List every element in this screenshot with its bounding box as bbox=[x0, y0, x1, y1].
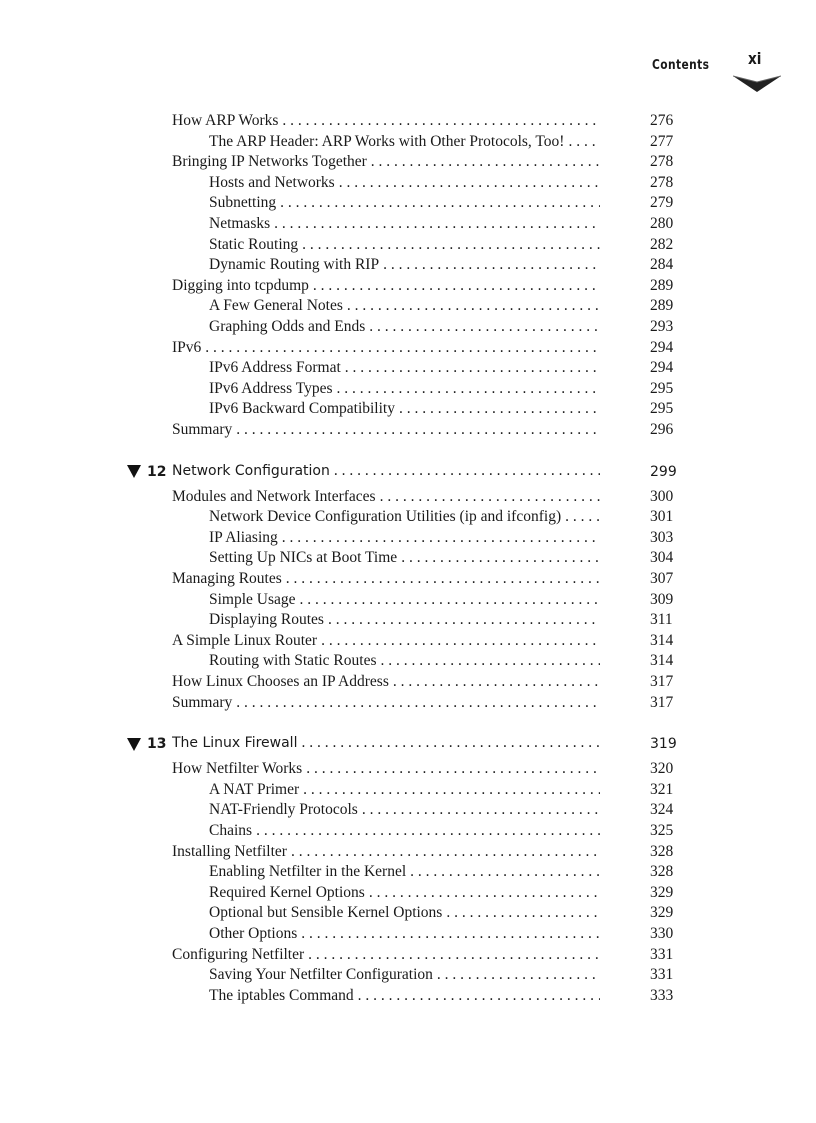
running-header-label: Contents bbox=[652, 58, 710, 73]
toc-entry-page-number: 314 bbox=[650, 631, 674, 649]
toc-entry-title: Digging into tcpdump bbox=[172, 276, 309, 294]
toc-entry-page-number: 314 bbox=[650, 652, 674, 670]
triangle-bullet-icon bbox=[127, 465, 141, 478]
toc-entry-title: IPv6 Backward Compatibility bbox=[209, 400, 395, 418]
toc-entry-title: A NAT Primer bbox=[209, 780, 300, 798]
toc-entry[interactable] bbox=[172, 694, 600, 715]
toc-chapter-entry[interactable] bbox=[172, 734, 600, 755]
dot-leader bbox=[287, 843, 600, 861]
dot-leader bbox=[317, 632, 600, 650]
toc-entry-title: Chains bbox=[209, 822, 253, 839]
dot-leader bbox=[324, 611, 600, 629]
toc-entry-title: Netmasks bbox=[209, 215, 271, 232]
dot-leader bbox=[365, 318, 600, 336]
toc-entry-title: Simple Usage bbox=[209, 590, 296, 608]
toc-entry[interactable] bbox=[209, 966, 600, 987]
dot-leader bbox=[354, 987, 600, 1005]
toc-entry-page-number: 294 bbox=[650, 359, 674, 377]
dot-leader bbox=[343, 297, 600, 315]
dot-leader bbox=[299, 781, 600, 799]
toc-entry-title: IPv6 bbox=[172, 338, 202, 356]
toc-entry[interactable] bbox=[209, 297, 600, 318]
toc-entry-page-number: 317 bbox=[650, 673, 674, 690]
toc-entry-page-number: 301 bbox=[650, 508, 674, 526]
toc-entry-title: Other Options bbox=[209, 925, 298, 942]
toc-entry[interactable] bbox=[209, 380, 600, 401]
toc-entry-title: Graphing Odds and Ends bbox=[209, 318, 366, 335]
toc-entry-page-number: 328 bbox=[650, 863, 674, 881]
toc-chapter-entry[interactable] bbox=[172, 462, 600, 483]
toc-entry-page-number: 328 bbox=[650, 842, 674, 860]
toc-entry-title: Setting Up NICs at Boot Time bbox=[209, 549, 398, 567]
dot-leader bbox=[278, 529, 600, 547]
toc-entry-page-number: 325 bbox=[650, 822, 674, 839]
toc-entry[interactable] bbox=[172, 488, 600, 509]
dot-leader bbox=[252, 822, 600, 840]
toc-entry-page-number: 330 bbox=[650, 925, 674, 942]
dot-leader bbox=[333, 380, 601, 398]
toc-entry[interactable] bbox=[172, 277, 600, 298]
chapter-marker bbox=[127, 736, 166, 752]
toc-entry[interactable] bbox=[172, 153, 600, 174]
toc-entry-page-number: 311 bbox=[650, 611, 673, 629]
toc-entry-page-number: 303 bbox=[650, 528, 674, 546]
toc-entry[interactable] bbox=[209, 781, 600, 802]
toc-entry-page-number: 296 bbox=[650, 421, 674, 438]
dot-leader bbox=[376, 488, 600, 506]
dot-leader bbox=[297, 734, 600, 752]
toc-entry-page-number: 299 bbox=[650, 463, 677, 480]
toc-entry-page-number: 293 bbox=[650, 318, 674, 335]
toc-entry[interactable] bbox=[209, 133, 600, 154]
dot-leader bbox=[358, 801, 600, 819]
toc-entry-page-number: 329 bbox=[650, 904, 674, 922]
toc-entry-page-number: 300 bbox=[650, 487, 674, 505]
toc-entry-page-number: 333 bbox=[650, 986, 674, 1004]
toc-entry[interactable] bbox=[209, 904, 600, 925]
toc-entry-title: Routing with Static Routes bbox=[209, 652, 377, 670]
toc-entry-title: Network Configuration bbox=[172, 462, 330, 479]
toc-entry-page-number: 331 bbox=[650, 966, 674, 984]
dot-leader bbox=[296, 591, 600, 609]
toc-entry-page-number: 289 bbox=[650, 297, 674, 315]
down-arrow-icon bbox=[733, 72, 781, 94]
toc-entry-page-number: 282 bbox=[650, 235, 674, 253]
toc-entry[interactable] bbox=[209, 822, 600, 843]
dot-leader bbox=[442, 904, 600, 922]
toc-entry[interactable] bbox=[172, 760, 600, 781]
dot-leader bbox=[330, 462, 600, 480]
toc-entry-page-number: 276 bbox=[650, 112, 674, 129]
toc-entry[interactable] bbox=[209, 174, 600, 195]
toc-entry[interactable] bbox=[172, 339, 600, 360]
toc-entry-title: The Linux Firewall bbox=[172, 735, 298, 752]
toc-entry-page-number: 304 bbox=[650, 549, 674, 567]
toc-entry-title: Modules and Network Interfaces bbox=[172, 487, 376, 505]
dot-leader bbox=[232, 694, 600, 712]
toc-entry[interactable] bbox=[209, 925, 600, 946]
toc-entry-title: Hosts and Networks bbox=[209, 173, 335, 191]
toc-entry-title: Installing Netfilter bbox=[172, 842, 287, 860]
toc-entry-title: Bringing IP Networks Together bbox=[172, 153, 367, 171]
toc-entry-title: Network Device Configuration Utilities (ip and ifconfig) bbox=[209, 508, 562, 526]
toc-entry-title: Dynamic Routing with RIP bbox=[209, 256, 380, 274]
toc-entry[interactable] bbox=[209, 256, 600, 277]
dot-leader bbox=[270, 215, 600, 233]
triangle-bullet-icon bbox=[127, 738, 141, 751]
dot-leader bbox=[309, 277, 600, 295]
dot-leader bbox=[561, 508, 600, 526]
toc-entry[interactable] bbox=[209, 884, 600, 905]
toc-entry-page-number: 307 bbox=[650, 570, 674, 587]
dot-leader bbox=[298, 236, 600, 254]
toc-entry-page-number: 289 bbox=[650, 276, 674, 294]
toc-entry[interactable] bbox=[172, 421, 600, 442]
dot-leader bbox=[406, 863, 600, 881]
toc-entry[interactable] bbox=[209, 318, 600, 339]
toc-entry-title: A Simple Linux Router bbox=[172, 631, 318, 649]
chapter-number: 13 bbox=[147, 736, 167, 753]
toc-entry-page-number: 320 bbox=[650, 760, 674, 778]
toc-entry-page-number: 331 bbox=[650, 945, 674, 963]
toc-entry[interactable] bbox=[172, 946, 600, 967]
toc-entry-page-number: 329 bbox=[650, 883, 674, 901]
toc-entry-page-number: 319 bbox=[650, 736, 677, 753]
dot-leader bbox=[397, 549, 600, 567]
dot-leader bbox=[297, 925, 600, 943]
toc-entry-title: How Linux Chooses an IP Address bbox=[172, 673, 389, 690]
toc-entry-page-number: 317 bbox=[650, 693, 674, 711]
toc-entry[interactable] bbox=[209, 863, 600, 884]
chapter-number: 12 bbox=[147, 463, 167, 480]
toc-entry[interactable] bbox=[172, 632, 600, 653]
toc-entry[interactable] bbox=[172, 112, 600, 133]
dot-leader bbox=[365, 884, 600, 902]
toc-entry-title: Subnetting bbox=[209, 194, 277, 212]
toc-entry[interactable] bbox=[209, 359, 600, 380]
toc-entry-title: Static Routing bbox=[209, 235, 299, 253]
toc-entry-page-number: 277 bbox=[650, 132, 674, 150]
toc-entry-page-number: 309 bbox=[650, 590, 674, 608]
toc-entry-title: Summary bbox=[172, 421, 233, 438]
toc-entry[interactable] bbox=[209, 549, 600, 570]
toc-entry-title: Summary bbox=[172, 693, 233, 711]
toc-entry[interactable] bbox=[172, 570, 600, 591]
dot-leader bbox=[379, 256, 600, 274]
toc-entry-page-number: 294 bbox=[650, 338, 674, 356]
toc-entry-page-number: 324 bbox=[650, 801, 674, 819]
toc-entry[interactable] bbox=[209, 652, 600, 673]
dot-leader bbox=[433, 966, 600, 984]
toc-entry-title: Saving Your Netfilter Configuration bbox=[209, 966, 433, 984]
toc-entry-page-number: 278 bbox=[650, 153, 674, 171]
toc-entry-title: Enabling Netfilter in the Kernel bbox=[209, 863, 407, 881]
toc-entry[interactable] bbox=[209, 591, 600, 612]
toc-entry-page-number: 295 bbox=[650, 400, 674, 418]
toc-entry[interactable] bbox=[209, 508, 600, 529]
toc-entry-title: How ARP Works bbox=[172, 112, 279, 129]
dot-leader bbox=[341, 359, 600, 377]
toc-entry[interactable] bbox=[209, 194, 600, 215]
dot-leader bbox=[232, 421, 600, 439]
toc-entry-title: IPv6 Address Types bbox=[209, 379, 333, 397]
toc-entry[interactable] bbox=[209, 236, 600, 257]
toc-entry[interactable] bbox=[209, 529, 600, 550]
dot-leader bbox=[564, 133, 600, 151]
toc-entry-title: Configuring Netfilter bbox=[172, 945, 305, 963]
dot-leader bbox=[201, 339, 600, 357]
dot-leader bbox=[395, 400, 600, 418]
toc-entry-title: Optional but Sensible Kernel Options bbox=[209, 904, 443, 922]
dot-leader bbox=[304, 946, 600, 964]
toc-entry-page-number: 279 bbox=[650, 194, 674, 212]
dot-leader bbox=[335, 174, 600, 192]
toc-entry-title: Required Kernel Options bbox=[209, 883, 365, 901]
toc-entry-page-number: 284 bbox=[650, 256, 674, 274]
toc-entry[interactable] bbox=[209, 215, 600, 236]
toc-entry-title: The iptables Command bbox=[209, 986, 354, 1004]
toc-entry-title: How Netfilter Works bbox=[172, 760, 303, 778]
toc-entry[interactable] bbox=[172, 843, 600, 864]
toc-entry-title: IPv6 Address Format bbox=[209, 359, 341, 377]
toc-entry[interactable] bbox=[172, 673, 600, 694]
dot-leader bbox=[282, 570, 600, 588]
dot-leader bbox=[377, 652, 601, 670]
toc-entry[interactable] bbox=[209, 987, 600, 1008]
toc-entry[interactable] bbox=[209, 611, 600, 632]
toc-entry-title: IP Aliasing bbox=[209, 528, 278, 546]
toc-entry-title: A Few General Notes bbox=[209, 297, 343, 315]
toc-entry-page-number: 321 bbox=[650, 780, 674, 798]
toc-entry-page-number: 295 bbox=[650, 379, 674, 397]
chapter-marker bbox=[127, 464, 166, 480]
dot-leader bbox=[302, 760, 600, 778]
toc-entry-page-number: 280 bbox=[650, 215, 674, 232]
toc-entry-title: Managing Routes bbox=[172, 570, 282, 587]
toc-entry[interactable] bbox=[209, 400, 600, 421]
toc-entry-title: NAT-Friendly Protocols bbox=[209, 801, 358, 819]
dot-leader bbox=[276, 194, 600, 212]
running-header-page-number: xi bbox=[748, 49, 762, 68]
toc-entry-title: Displaying Routes bbox=[209, 611, 324, 629]
dot-leader bbox=[367, 153, 600, 171]
toc-entry-title: The ARP Header: ARP Works with Other Protocols, Too! bbox=[209, 132, 565, 150]
toc-entry[interactable] bbox=[209, 801, 600, 822]
toc-entry-page-number: 278 bbox=[650, 173, 674, 191]
dot-leader bbox=[389, 673, 600, 691]
dot-leader bbox=[278, 112, 600, 130]
